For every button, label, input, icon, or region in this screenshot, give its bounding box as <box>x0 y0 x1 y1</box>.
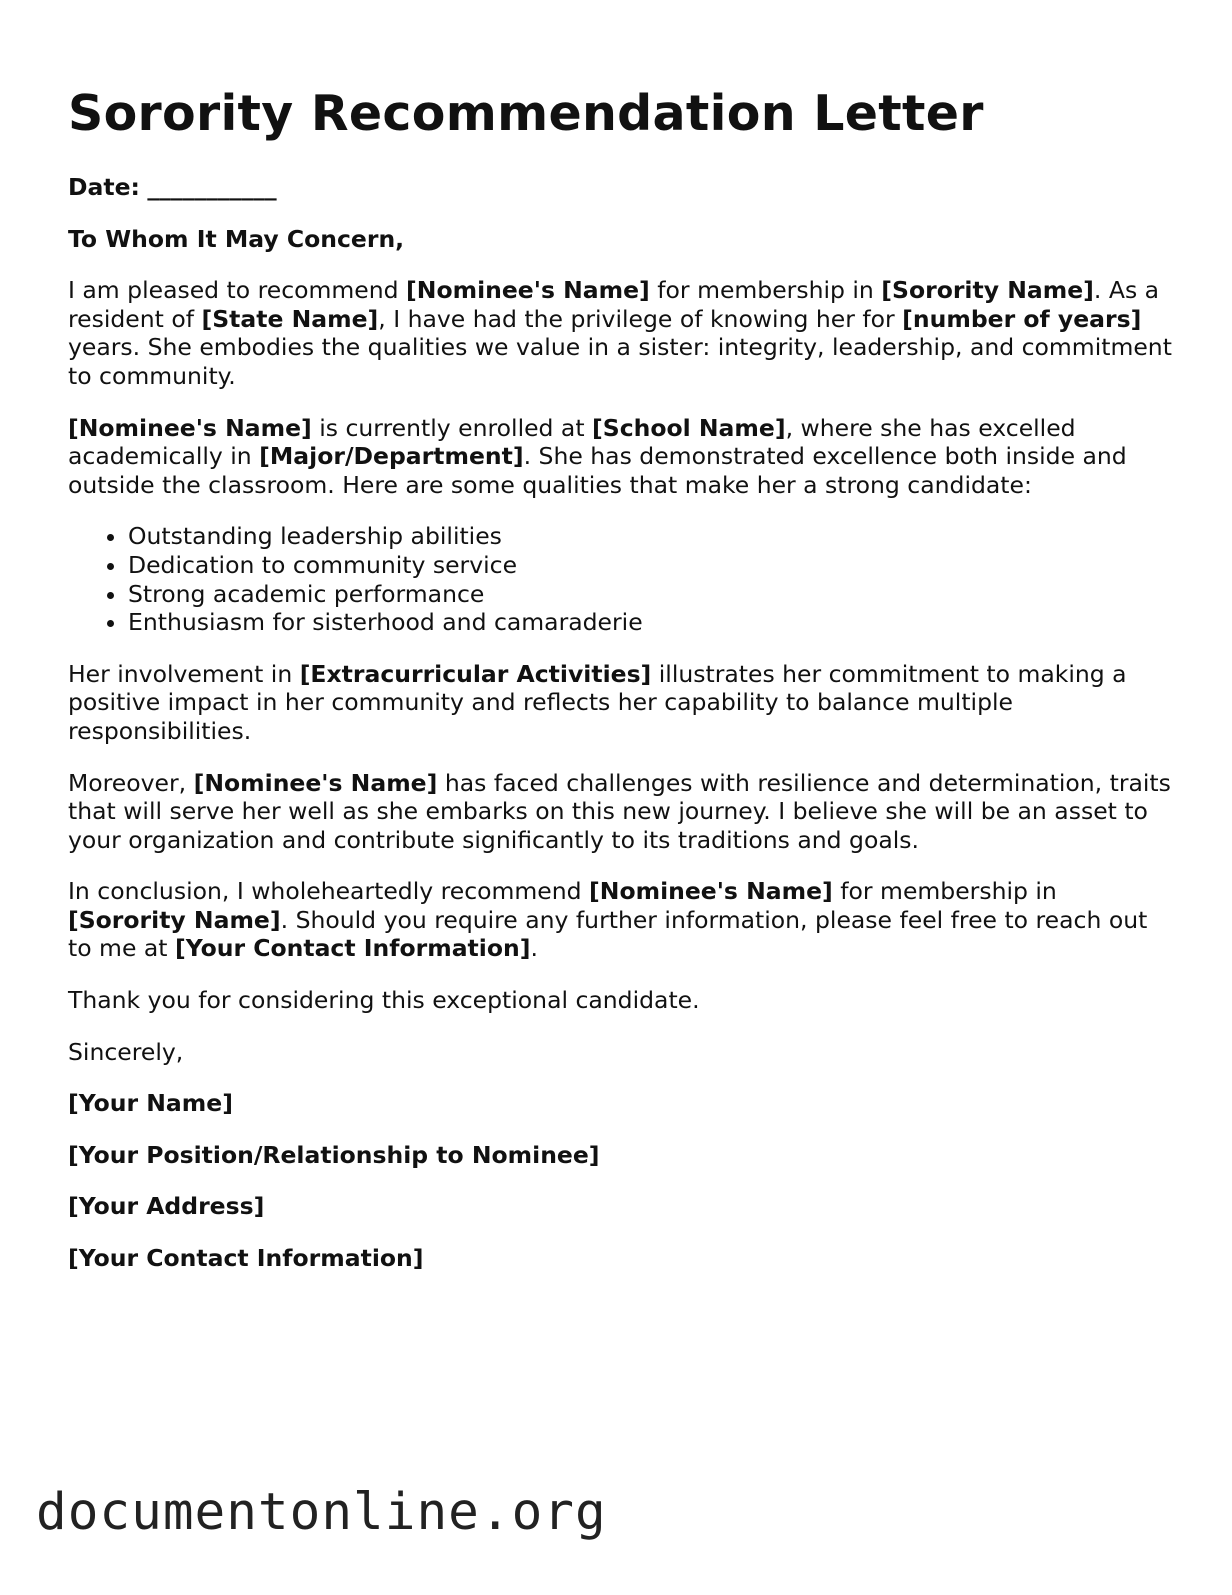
p5-text-3: . Should you require any further information, please feel free to reach out to me at <box>68 905 1148 963</box>
list-item: • Enthusiasm for sisterhood and camaraderie <box>128 608 1178 637</box>
p5-nominee-name: [Nominee's Name] <box>589 877 833 906</box>
p5-text-1: In conclusion, I wholeheartedly recommend <box>68 877 590 906</box>
p1-text-1: I am pleased to recommend <box>68 276 407 305</box>
letter-page <box>68 84 1178 1296</box>
qualities-list <box>68 522 1178 636</box>
p3-text-2: illustrates her commitment to making a positive impact in her community and reflects her capability to balance multiple responsibilities. <box>68 659 1127 745</box>
p1-text-2: for membership in <box>649 276 882 305</box>
paragraph-involvement <box>68 660 1178 746</box>
signature-block <box>68 1089 1178 1272</box>
p1-sorority-name: [Sorority Name] <box>881 276 1094 305</box>
p4-text-1: Moreover, <box>68 768 194 797</box>
p1-text-5: years. She embodies the qualities we value in a sister: integrity, leadership, and commitment to community. <box>68 333 1172 390</box>
date-blank: ___________ <box>147 173 277 201</box>
p2-nominee-name: [Nominee's Name] <box>68 413 312 442</box>
date-label: Date: <box>68 173 140 201</box>
p5-contact-info: [Your Contact Information] <box>174 934 531 963</box>
p1-state-name: [State Name] <box>201 304 379 333</box>
p5-text-2: for membership in <box>832 877 1057 906</box>
paragraph-intro <box>68 276 1178 390</box>
salutation <box>68 225 1178 254</box>
p3-activities: [Extracurricular Activities] <box>299 659 652 688</box>
p4-nominee-name: [Nominee's Name] <box>193 768 438 797</box>
p2-text-2: , where she has excelled academically in <box>68 413 1076 471</box>
p1-nominee-name: [Nominee's Name] <box>406 276 650 305</box>
p2-school-name: [School Name] <box>592 413 786 442</box>
p2-major: [Major/Department] <box>259 442 524 471</box>
letter-title: Sorority Recommendation Letter <box>68 85 984 142</box>
list-item: • Strong academic performance <box>128 580 1178 609</box>
closing: Sincerely, <box>68 1037 184 1066</box>
p1-text-3: . As a resident of <box>68 276 1160 333</box>
salutation-text: To Whom It May Concern, <box>68 224 405 253</box>
p2-text-3: . She has demonstrated excellence both inside and outside the classroom. Here are some qualities that make her a strong candidate: <box>68 442 1127 499</box>
paragraph-academics <box>68 414 1178 500</box>
p2-text-1: is currently enrolled at <box>311 413 593 442</box>
date-line <box>68 173 1178 202</box>
p4-text-2: has faced challenges with resilience and determination, traits that will serve her well as she embarks on this new journey. I believe she will be an asset to your organization and contribute significantly to its traditions and goals. <box>68 768 1171 854</box>
p5-text-4: . <box>530 934 538 963</box>
list-item: • Outstanding leadership abilities <box>128 522 1178 551</box>
signature-name: [Your Name] <box>68 1089 233 1118</box>
p1-text-4: , I have had the privilege of knowing her for <box>378 304 903 333</box>
signature-position: [Your Position/Relationship to Nominee] <box>68 1140 600 1169</box>
paragraph-conclusion <box>68 877 1178 963</box>
p5-sorority-name: [Sorority Name] <box>68 905 281 934</box>
p1-number-of-years: [number of years] <box>902 304 1142 333</box>
list-item: • Dedication to community service <box>128 551 1178 580</box>
paragraph-resilience <box>68 769 1178 855</box>
p3-text-1: Her involvement in <box>68 659 300 688</box>
thanks-line: Thank you for considering this exceptional candidate. <box>68 986 700 1015</box>
watermark: documentonline.org <box>36 1483 607 1542</box>
signature-address: [Your Address] <box>68 1192 265 1221</box>
signature-contact: [Your Contact Information] <box>68 1244 424 1273</box>
